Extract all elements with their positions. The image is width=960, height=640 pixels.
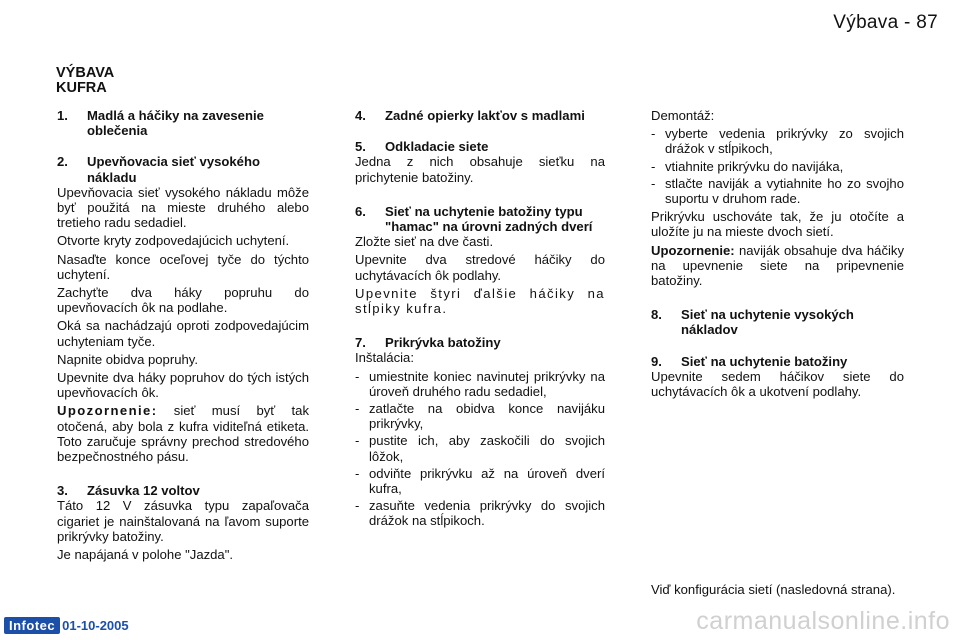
infotec-logo: Infotec	[4, 617, 60, 634]
section-number: 4.	[355, 108, 366, 123]
section-title: Madlá a háčiky na zavesenie oblečenia	[87, 108, 264, 139]
section-title: Zásuvka 12 voltov	[87, 483, 200, 499]
list-item: - umiestnite koniec navinutej prikrývky na úroveň druhého radu sedadiel,	[355, 368, 605, 399]
footnote: Viď konfigurácia sietí (nasledovná strana).	[651, 582, 896, 597]
list-item: - vtiahnite prikrývku do navijáka,	[651, 158, 844, 174]
page-title-line2: KUFRA	[56, 80, 107, 96]
watermark: carmanualsonline.info	[696, 607, 950, 635]
section-number: 5.	[355, 139, 366, 155]
warning-text: sieť musí byť tak otočená, aby bola z kufra viditeľná etiketa. Toto zaručuje správny prechod stredového bezpečnostného pásu.	[57, 403, 309, 465]
removal-label: Demontáž:	[651, 108, 715, 123]
section-4-heading	[355, 108, 605, 123]
section-9-heading	[651, 354, 904, 369]
paragraph: Upevnite sedem háčikov siete do uchytávacích ôk a ukotvení podlahy.	[651, 368, 904, 400]
section-title: Zadné opierky lakťov s madlami	[385, 108, 585, 123]
section-number: 8.	[651, 307, 662, 323]
paragraph: Je napájaná v polohe "Jazda".	[57, 547, 234, 563]
warning-label: Upozornenie:	[651, 242, 735, 258]
warning-paragraph	[57, 403, 309, 464]
footer-date: 01-10-2005	[62, 618, 129, 633]
paragraph: Upevnite štyri ďalšie háčiky na stĺpiky kufra.	[355, 285, 605, 317]
paragraph: Zachyťte dva háky popruhu do upevňovacích ôk na podlahe.	[57, 285, 309, 316]
section-number: 3.	[57, 483, 68, 499]
section-title: Sieť na uchytenie batožiny typu "hamac" na úrovni zadných dverí	[385, 203, 593, 235]
column-2	[355, 108, 605, 532]
section-number: 2.	[57, 154, 68, 170]
paragraph: Upevnite dva háky popruhov do tých istých upevňovacích ôk.	[57, 370, 309, 401]
section-6-heading	[355, 204, 605, 234]
page-header: Výbava - 87	[833, 12, 938, 33]
install-label: Inštalácia:	[355, 350, 414, 366]
section-number: 9.	[651, 353, 662, 369]
list-item: - vyberte vedenia prikrývky zo svojich drážok v stĺpikoch,	[651, 126, 904, 157]
page-title-line1: VÝBAVA	[56, 65, 115, 81]
paragraph: Nasaďte konce oceľovej tyče do týchto uchytení.	[57, 251, 309, 282]
paragraph: Upevnite dva stredové háčiky do uchytávacích ôk podlahy.	[355, 252, 605, 283]
section-number: 6.	[355, 203, 366, 219]
warning-paragraph	[651, 243, 904, 289]
list-item: - pustite ich, aby zaskočili do svojich lôžok,	[355, 433, 605, 464]
section-2-heading	[57, 154, 309, 184]
paragraph: Prikrývku uschováte tak, že ju otočíte a uložíte ju na mieste dvoch sietí.	[651, 209, 904, 240]
paragraph: Upevňovacia sieť vysokého nákladu môže byť použitá na mieste druhého alebo tretieho radu sedadiel.	[57, 184, 309, 231]
warning-label: Upozornenie:	[57, 403, 158, 419]
footer-logo	[4, 617, 129, 634]
column-3	[651, 108, 904, 402]
section-number: 1.	[57, 108, 68, 123]
removal-list	[651, 126, 904, 206]
section-title: Odkladacie siete	[385, 139, 489, 155]
section-title: Upevňovacia sieť vysokého nákladu	[87, 154, 260, 185]
section-5-heading	[355, 139, 605, 154]
section-8-heading	[651, 307, 904, 337]
paragraph: Otvorte kryty zodpovedajúcich uchytení.	[57, 233, 290, 249]
section-3-heading	[57, 483, 309, 498]
paragraph: Táto 12 V zásuvka typu zapaľovača cigariet je nainštalovaná na ľavom suporte prikrývky batožiny.	[57, 498, 309, 544]
paragraph: Oká sa nachádzajú oproti zodpovedajúcim uchyteniam tyče.	[57, 318, 309, 349]
section-title: Prikrývka batožiny	[385, 335, 501, 351]
list-item: - odviňte prikrývku až na úroveň dverí kufra,	[355, 465, 605, 497]
section-title: Sieť na uchytenie batožiny	[681, 353, 848, 369]
section-1-heading	[57, 108, 309, 138]
paragraph: Zložte sieť na dve časti.	[355, 234, 494, 250]
paragraph: Napnite obidva popruhy.	[57, 351, 198, 367]
warning-text: naviják obsahuje dva háčiky na upevnenie siete na pripevnenie batožiny.	[651, 242, 904, 289]
list-item: - stlačte naviják a vytiahnite ho zo svojho suportu v druhom rade.	[651, 175, 904, 207]
install-list	[355, 369, 605, 529]
section-7-heading	[355, 335, 605, 350]
paragraph: Jedna z nich obsahuje sieťku na prichytenie batožiny.	[355, 154, 605, 185]
section-number: 7.	[355, 335, 366, 351]
list-item: - zasuňte vedenia prikrývky do svojich drážok na stĺpikoch.	[355, 498, 605, 529]
page-title	[56, 66, 114, 96]
section-title: Sieť na uchytenie vysokých nákladov	[681, 307, 854, 338]
column-1	[57, 108, 309, 565]
list-item: - zatlačte na obidva konce navijáku prikrývky,	[355, 401, 605, 432]
